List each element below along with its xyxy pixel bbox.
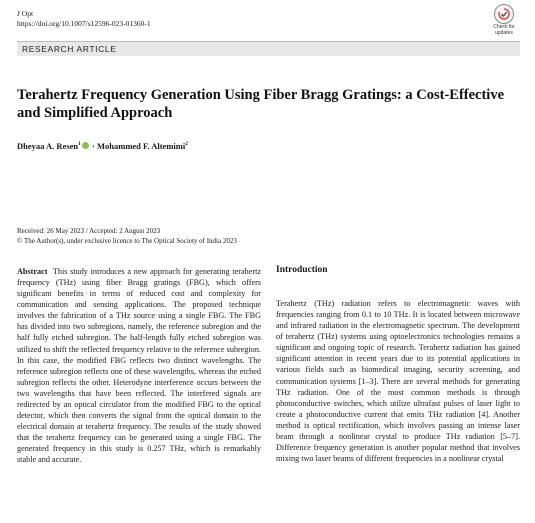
- copyright-notice: © The Author(s), under exclusive licence to The Optical Society of India 2023: [17, 236, 237, 245]
- abstract-column: [17, 266, 261, 523]
- article-type: RESEARCH ARTICLE: [22, 44, 117, 54]
- check-for-updates-label: Check for updates: [493, 24, 515, 36]
- abstract-label: Abstract: [17, 267, 48, 276]
- introduction-heading: Introduction: [276, 265, 328, 275]
- orcid-icon[interactable]: [82, 142, 89, 149]
- article-type-bar: [17, 41, 520, 56]
- article-dates: [17, 227, 237, 246]
- author-name[interactable]: Mohammed F. Altemimi: [97, 140, 186, 151]
- journal-name: J Opt: [17, 9, 34, 18]
- affiliation-marker: 2: [185, 141, 188, 147]
- abstract: [17, 266, 261, 465]
- doi-link[interactable]: https://doi.org/10.1007/s12596-023-01360-1: [17, 19, 151, 28]
- author-line: [17, 138, 188, 152]
- check-for-updates-badge[interactable]: [489, 4, 519, 36]
- author-name[interactable]: Dheyaa A. Resen: [17, 140, 79, 151]
- author-separator: ·: [92, 140, 95, 151]
- introduction-text: Terahertz (THz) radiation refers to electromagnetic waves with frequencies ranging from 0.1 to 10 THz. It is located between microwave and infrared radiation in the electromagnetic spectrum. The development of terahertz (THz) systems using optoelectronics technologies remains a significant and ongoing topic of research. Terahertz radiation has gained significant attention in recent years due to its potential applications in various fields such as biomedical imaging, security screening, and communication systems [1–3]. There are several methods for generating THz radiation. One of the most common methods is through photoconductive switches, which utilize ultrafast pulses of laser light to create a photoconductive current that emits THz radiation [4]. Another method is optical rectification, which involves passing an intense laser beam through a nonlinear crystal to produce THz radiation [5–7]. Difference frequency generation is another popular method that involves mixing two laser beams of different frequencies in a nonlinear crystal: [276, 299, 520, 464]
- received-accepted-dates: Received: 26 May 2023 / Accepted: 2 August 2023: [17, 227, 161, 235]
- introduction-column: [276, 263, 520, 523]
- abstract-text: This study introduces a new approach for generating terahertz frequency (THz) using fiber Bragg gratings (FBG), which offers significant benefits in terms of reduced cost and complexity for communication and sensing applications. The proposed technique involves the fabrication of a THz source using a single FBG. The FBG has divided into two subregions, namely, the reference subregion and the half fully etched subregion. The half-length fully etched subregion was utilized to shift the reflected frequency relative to the reference subregion. In this case, the modified FBG reflects two distinct wavelengths. The reference subregion reflects one of these wavelengths, whereas the etched subregion reflects the other. Heterodyne interference occurs between the two wavelengths that have been reflected. The interfered signals are redirected by an optical circulator from the modified FBG to the optical detector, which then converts the signal from the optical domain to the electrical domain at terahertz frequency. The results of the study showed that the terahertz frequency can be generated using a single FBG. The generated frequency in this study is 0.257 THz, which is remarkably stable and accurate.: [17, 267, 261, 465]
- check-for-updates-icon: [494, 4, 514, 24]
- affiliation-marker: 1: [78, 141, 81, 147]
- article-title: Terahertz Frequency Generation Using Fiber Bragg Gratings: a Cost-Effective and Simplified Approach: [17, 87, 505, 121]
